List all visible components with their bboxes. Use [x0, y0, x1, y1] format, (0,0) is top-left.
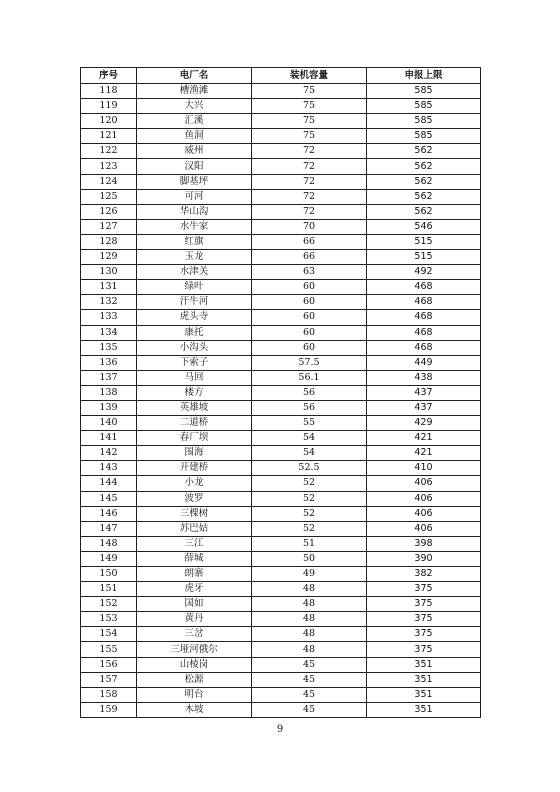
capacity-cell: 66: [252, 250, 367, 265]
table-row: [81, 159, 481, 174]
header-installed-capacity: 装机容量: [252, 68, 367, 84]
limit-cell: 468: [367, 325, 481, 340]
plant-name-cell: 松源: [137, 672, 252, 687]
table-row: [81, 536, 481, 551]
limit-cell: 546: [367, 219, 481, 234]
row-index-cell: 158: [81, 687, 137, 702]
limit-cell: 406: [367, 521, 481, 536]
limit-cell: 562: [367, 159, 481, 174]
limit-cell: 515: [367, 250, 481, 265]
row-index-cell: 136: [81, 355, 137, 370]
table-row: [81, 597, 481, 612]
capacity-cell: 52.5: [252, 461, 367, 476]
table-row: [81, 416, 481, 431]
capacity-cell: 54: [252, 431, 367, 446]
table-row: [81, 642, 481, 657]
table-row: [81, 250, 481, 265]
plant-name-cell: 苏巴姑: [137, 521, 252, 536]
table-row: [81, 431, 481, 446]
row-index-cell: 145: [81, 491, 137, 506]
table-row: [81, 340, 481, 355]
row-index-cell: 156: [81, 657, 137, 672]
capacity-cell: 60: [252, 295, 367, 310]
table-row: [81, 627, 481, 642]
capacity-cell: 45: [252, 687, 367, 702]
table-row: [81, 355, 481, 370]
row-index-cell: 128: [81, 234, 137, 249]
plant-name-cell: 三垭河俄尔: [137, 642, 252, 657]
plant-name-cell: 朗寨: [137, 567, 252, 582]
capacity-cell: 48: [252, 582, 367, 597]
capacity-cell: 56.1: [252, 370, 367, 385]
plant-name-cell: 红旗: [137, 234, 252, 249]
capacity-cell: 52: [252, 521, 367, 536]
plant-name-cell: 绿叶: [137, 280, 252, 295]
table-body: [81, 84, 481, 718]
row-index-cell: 119: [81, 99, 137, 114]
row-index-cell: 159: [81, 702, 137, 717]
limit-cell: 585: [367, 129, 481, 144]
row-index-cell: 120: [81, 114, 137, 129]
table-row: [81, 295, 481, 310]
capacity-cell: 56: [252, 400, 367, 415]
limit-cell: 351: [367, 672, 481, 687]
table-row: [81, 657, 481, 672]
row-index-cell: 151: [81, 582, 137, 597]
plant-name-cell: 华山沟: [137, 204, 252, 219]
capacity-cell: 48: [252, 597, 367, 612]
table-row: [81, 385, 481, 400]
table-row: [81, 280, 481, 295]
plant-name-cell: 大兴: [137, 99, 252, 114]
row-index-cell: 150: [81, 567, 137, 582]
row-index-cell: 135: [81, 340, 137, 355]
plant-name-cell: 春厂坝: [137, 431, 252, 446]
row-index-cell: 141: [81, 431, 137, 446]
table-row: [81, 446, 481, 461]
limit-cell: 375: [367, 642, 481, 657]
capacity-cell: 72: [252, 159, 367, 174]
limit-cell: 562: [367, 204, 481, 219]
table-row: [81, 521, 481, 536]
plant-name-cell: 可河: [137, 189, 252, 204]
capacity-cell: 70: [252, 219, 367, 234]
limit-cell: 390: [367, 551, 481, 566]
row-index-cell: 153: [81, 612, 137, 627]
capacity-cell: 72: [252, 204, 367, 219]
plant-name-cell: 水牛家: [137, 219, 252, 234]
table-row: [81, 567, 481, 582]
limit-cell: 437: [367, 385, 481, 400]
limit-cell: 468: [367, 310, 481, 325]
header-index: 序号: [81, 68, 137, 84]
plant-name-cell: 鱼洞: [137, 129, 252, 144]
table-row: [81, 204, 481, 219]
row-index-cell: 157: [81, 672, 137, 687]
limit-cell: 468: [367, 295, 481, 310]
row-index-cell: 143: [81, 461, 137, 476]
table-row: [81, 189, 481, 204]
row-index-cell: 131: [81, 280, 137, 295]
capacity-cell: 75: [252, 114, 367, 129]
row-index-cell: 132: [81, 295, 137, 310]
limit-cell: 351: [367, 702, 481, 717]
plant-name-cell: 三江: [137, 536, 252, 551]
row-index-cell: 146: [81, 506, 137, 521]
limit-cell: 492: [367, 265, 481, 280]
capacity-cell: 60: [252, 310, 367, 325]
table-row: [81, 400, 481, 415]
capacity-cell: 54: [252, 446, 367, 461]
capacity-cell: 52: [252, 506, 367, 521]
power-plant-table: [80, 67, 481, 718]
row-index-cell: 142: [81, 446, 137, 461]
row-index-cell: 155: [81, 642, 137, 657]
row-index-cell: 122: [81, 144, 137, 159]
limit-cell: 375: [367, 582, 481, 597]
table-row: [81, 310, 481, 325]
row-index-cell: 130: [81, 265, 137, 280]
capacity-cell: 75: [252, 84, 367, 99]
limit-cell: 449: [367, 355, 481, 370]
plant-name-cell: 明台: [137, 687, 252, 702]
row-index-cell: 137: [81, 370, 137, 385]
capacity-cell: 45: [252, 657, 367, 672]
limit-cell: 585: [367, 84, 481, 99]
row-index-cell: 139: [81, 400, 137, 415]
capacity-cell: 48: [252, 612, 367, 627]
plant-name-cell: 威州: [137, 144, 252, 159]
plant-name-cell: 英雄坡: [137, 400, 252, 415]
capacity-cell: 66: [252, 234, 367, 249]
row-index-cell: 152: [81, 597, 137, 612]
table-row: [81, 461, 481, 476]
limit-cell: 421: [367, 431, 481, 446]
plant-name-cell: 小龙: [137, 476, 252, 491]
capacity-cell: 75: [252, 129, 367, 144]
plant-name-cell: 汉阳: [137, 159, 252, 174]
plant-name-cell: 国如: [137, 597, 252, 612]
row-index-cell: 124: [81, 174, 137, 189]
capacity-cell: 72: [252, 144, 367, 159]
table-row: [81, 265, 481, 280]
limit-cell: 468: [367, 340, 481, 355]
table-row: [81, 144, 481, 159]
limit-cell: 585: [367, 99, 481, 114]
limit-cell: 515: [367, 234, 481, 249]
plant-name-cell: 木坡: [137, 702, 252, 717]
plant-name-cell: 水津关: [137, 265, 252, 280]
capacity-cell: 52: [252, 491, 367, 506]
capacity-cell: 45: [252, 672, 367, 687]
row-index-cell: 138: [81, 385, 137, 400]
page-number: 9: [276, 724, 284, 735]
limit-cell: 351: [367, 687, 481, 702]
limit-cell: 429: [367, 416, 481, 431]
limit-cell: 398: [367, 536, 481, 551]
row-index-cell: 140: [81, 416, 137, 431]
capacity-cell: 57.5: [252, 355, 367, 370]
row-index-cell: 118: [81, 84, 137, 99]
table-row: [81, 582, 481, 597]
row-index-cell: 129: [81, 250, 137, 265]
plant-name-cell: 三岔: [137, 627, 252, 642]
table-row: [81, 506, 481, 521]
table-header-row: [81, 68, 481, 84]
capacity-cell: 72: [252, 174, 367, 189]
table-row: [81, 491, 481, 506]
capacity-cell: 45: [252, 702, 367, 717]
table-row: [81, 476, 481, 491]
table-row: [81, 702, 481, 717]
limit-cell: 406: [367, 476, 481, 491]
table-row: [81, 219, 481, 234]
plant-name-cell: 三棵树: [137, 506, 252, 521]
plant-name-cell: 山棱岗: [137, 657, 252, 672]
row-index-cell: 144: [81, 476, 137, 491]
plant-name-cell: 虎头寺: [137, 310, 252, 325]
plant-name-cell: 玉龙: [137, 250, 252, 265]
row-index-cell: 121: [81, 129, 137, 144]
plant-name-cell: 汗牛河: [137, 295, 252, 310]
limit-cell: 468: [367, 280, 481, 295]
table-row: [81, 687, 481, 702]
plant-name-cell: 马回: [137, 370, 252, 385]
limit-cell: 438: [367, 370, 481, 385]
capacity-cell: 49: [252, 567, 367, 582]
plant-name-cell: 黄丹: [137, 612, 252, 627]
row-index-cell: 125: [81, 189, 137, 204]
row-index-cell: 133: [81, 310, 137, 325]
table-row: [81, 129, 481, 144]
table-row: [81, 84, 481, 99]
plant-name-cell: 开建桥: [137, 461, 252, 476]
plant-name-cell: 小沟头: [137, 340, 252, 355]
table-row: [81, 174, 481, 189]
limit-cell: 406: [367, 506, 481, 521]
table-row: [81, 234, 481, 249]
capacity-cell: 56: [252, 385, 367, 400]
limit-cell: 421: [367, 446, 481, 461]
limit-cell: 375: [367, 612, 481, 627]
table-row: [81, 612, 481, 627]
plant-name-cell: 槽渔滩: [137, 84, 252, 99]
limit-cell: 562: [367, 189, 481, 204]
limit-cell: 351: [367, 657, 481, 672]
plant-name-cell: 薛城: [137, 551, 252, 566]
table-row: [81, 99, 481, 114]
plant-name-cell: 康托: [137, 325, 252, 340]
row-index-cell: 149: [81, 551, 137, 566]
limit-cell: 375: [367, 627, 481, 642]
table-row: [81, 551, 481, 566]
capacity-cell: 51: [252, 536, 367, 551]
capacity-cell: 48: [252, 642, 367, 657]
capacity-cell: 48: [252, 627, 367, 642]
capacity-cell: 50: [252, 551, 367, 566]
limit-cell: 562: [367, 144, 481, 159]
row-index-cell: 134: [81, 325, 137, 340]
plant-name-cell: 脚基坪: [137, 174, 252, 189]
limit-cell: 437: [367, 400, 481, 415]
capacity-cell: 52: [252, 476, 367, 491]
row-index-cell: 127: [81, 219, 137, 234]
capacity-cell: 60: [252, 325, 367, 340]
capacity-cell: 60: [252, 340, 367, 355]
limit-cell: 562: [367, 174, 481, 189]
table-row: [81, 370, 481, 385]
capacity-cell: 60: [252, 280, 367, 295]
row-index-cell: 147: [81, 521, 137, 536]
plant-name-cell: 汇溪: [137, 114, 252, 129]
plant-name-cell: 波罗: [137, 491, 252, 506]
capacity-cell: 63: [252, 265, 367, 280]
capacity-cell: 55: [252, 416, 367, 431]
limit-cell: 410: [367, 461, 481, 476]
plant-name-cell: 虎牙: [137, 582, 252, 597]
limit-cell: 585: [367, 114, 481, 129]
table-row: [81, 325, 481, 340]
row-index-cell: 123: [81, 159, 137, 174]
capacity-cell: 72: [252, 189, 367, 204]
plant-name-cell: 楼方: [137, 385, 252, 400]
limit-cell: 406: [367, 491, 481, 506]
table-row: [81, 672, 481, 687]
limit-cell: 375: [367, 597, 481, 612]
plant-name-cell: 围海: [137, 446, 252, 461]
header-declared-limit: 申报上限: [367, 68, 481, 84]
plant-name-cell: 二道桥: [137, 416, 252, 431]
capacity-cell: 75: [252, 99, 367, 114]
plant-name-cell: 下索子: [137, 355, 252, 370]
header-plant-name: 电厂名: [137, 68, 252, 84]
row-index-cell: 154: [81, 627, 137, 642]
table-row: [81, 114, 481, 129]
limit-cell: 382: [367, 567, 481, 582]
row-index-cell: 126: [81, 204, 137, 219]
row-index-cell: 148: [81, 536, 137, 551]
